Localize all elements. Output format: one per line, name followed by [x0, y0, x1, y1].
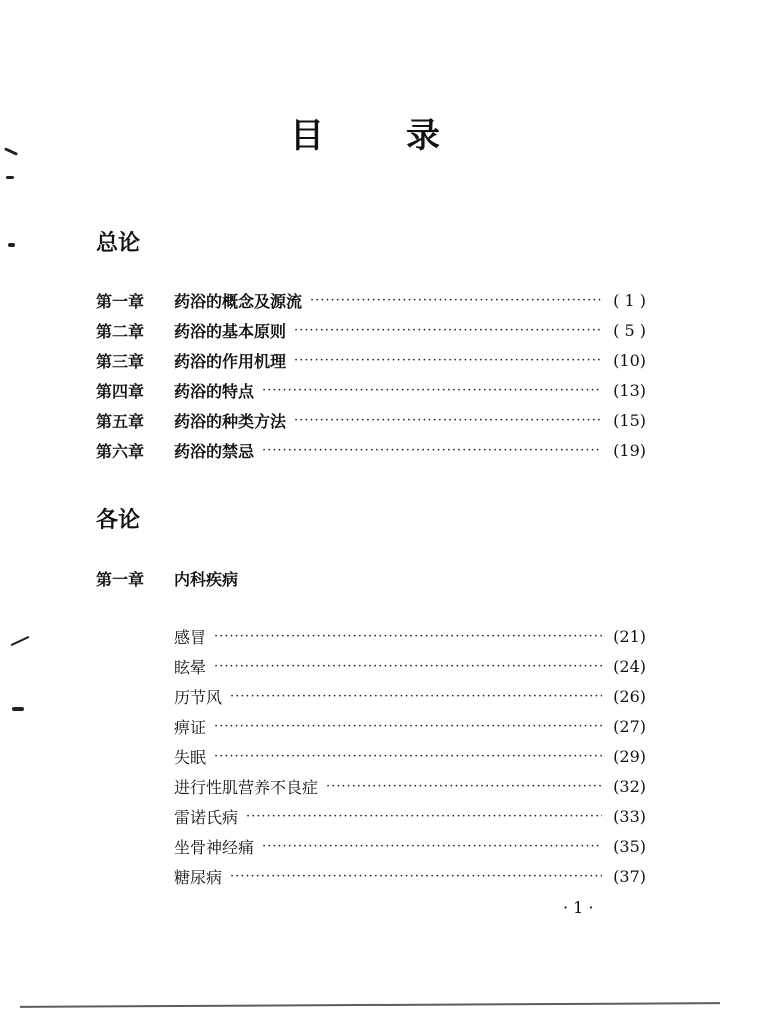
dot-leader	[310, 293, 602, 308]
scan-speck	[12, 707, 24, 711]
chapter-title: 药浴的禁忌	[174, 441, 255, 461]
dot-leader	[262, 839, 602, 854]
toc-chapter-row[interactable]	[96, 563, 646, 593]
footer-page-number: · 1 ·	[563, 898, 594, 917]
chapter-number: 第六章	[96, 441, 145, 461]
page-number: (27)	[613, 716, 646, 736]
toc-row[interactable]	[174, 861, 646, 891]
title-char-1: 目	[290, 116, 326, 156]
dot-leader	[230, 869, 602, 884]
chapter-title: 药浴的种类方法	[174, 411, 287, 431]
page-number: (33)	[613, 806, 646, 826]
chapter-title: 药浴的基本原则	[174, 321, 287, 341]
dot-leader	[294, 353, 602, 368]
entry-title: 眩晕	[174, 657, 207, 677]
scan-speck	[8, 243, 15, 247]
toc-row[interactable]	[174, 621, 646, 651]
entry-title: 失眠	[174, 747, 207, 767]
page-number: ( 5 )	[613, 320, 646, 340]
dot-leader	[246, 809, 602, 824]
scan-speck	[6, 176, 14, 179]
dot-leader	[230, 689, 602, 704]
section-heading-specific: 各论	[96, 508, 141, 533]
toc-row[interactable]	[96, 435, 646, 465]
dot-leader	[214, 749, 602, 764]
dot-leader	[326, 779, 602, 794]
toc-row[interactable]	[96, 345, 646, 375]
chapter-title: 药浴的特点	[174, 381, 255, 401]
chapter-number: 第五章	[96, 411, 145, 431]
dot-leader	[262, 383, 602, 398]
page-number: (19)	[613, 440, 646, 460]
chapter-number: 第二章	[96, 321, 145, 341]
toc-row[interactable]	[174, 741, 646, 771]
toc-row[interactable]	[96, 405, 646, 435]
dot-leader	[214, 719, 602, 734]
entry-title: 雷诺氏病	[174, 807, 239, 827]
dot-leader	[294, 323, 602, 338]
page-number: (32)	[613, 776, 646, 796]
toc-row[interactable]	[96, 285, 646, 315]
dot-leader	[262, 443, 602, 458]
chapter-title: 药浴的作用机理	[174, 351, 287, 371]
section-heading-general: 总论	[96, 231, 141, 256]
chapter-title: 内科疾病	[174, 569, 239, 589]
toc-row[interactable]	[174, 681, 646, 711]
dot-leader	[294, 413, 602, 428]
entry-title: 坐骨神经痛	[174, 837, 255, 857]
page-number: (37)	[613, 866, 646, 886]
entry-title: 历节风	[174, 687, 223, 707]
scan-speck	[4, 147, 18, 156]
scan-speck	[11, 636, 30, 646]
toc-row[interactable]	[174, 651, 646, 681]
chapter-number: 第一章	[96, 291, 145, 311]
entry-title: 痹证	[174, 717, 207, 737]
page-number: (26)	[613, 686, 646, 706]
chapter-number: 第一章	[96, 569, 145, 589]
chapter-title: 药浴的概念及源流	[174, 291, 303, 311]
toc-row[interactable]	[174, 771, 646, 801]
entry-title: 进行性肌营养不良症	[174, 777, 319, 797]
toc-row[interactable]	[174, 711, 646, 741]
page-number: (15)	[613, 410, 646, 430]
chapter-number: 第四章	[96, 381, 145, 401]
entry-title: 糖尿病	[174, 867, 223, 887]
page-number: (29)	[613, 746, 646, 766]
scan-edge-line	[20, 1002, 720, 1008]
page-number: ( 1 )	[613, 290, 646, 310]
toc-row[interactable]	[174, 801, 646, 831]
toc-row[interactable]	[96, 375, 646, 405]
page-number: (13)	[613, 380, 646, 400]
chapter-number: 第三章	[96, 351, 145, 371]
toc-row[interactable]	[174, 831, 646, 861]
page-number: (10)	[613, 350, 646, 370]
page-number: (21)	[613, 626, 646, 646]
dot-leader	[214, 629, 602, 644]
page-number: (35)	[613, 836, 646, 856]
title-char-2: 录	[406, 116, 442, 156]
entry-title: 感冒	[174, 627, 207, 647]
dot-leader	[214, 659, 602, 674]
page-number: (24)	[613, 656, 646, 676]
toc-row[interactable]	[96, 315, 646, 345]
